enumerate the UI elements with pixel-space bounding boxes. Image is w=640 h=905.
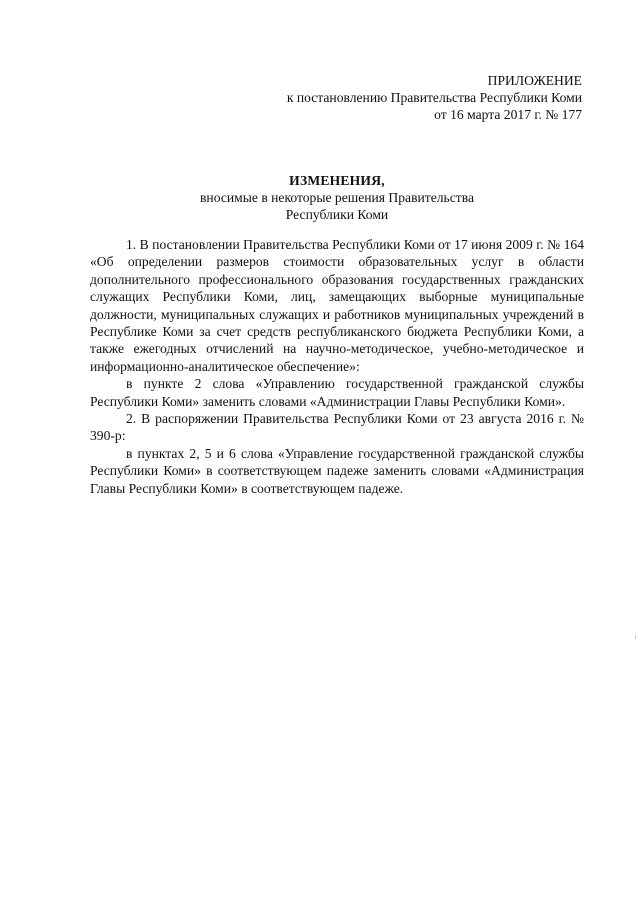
paragraph-4: в пунктах 2, 5 и 6 слова «Управление государственной гражданской службы Республики Коми» в соответствующем падеже заменить словами «Администрация Главы Республики Коми» в соответствующем падеже.	[90, 445, 584, 496]
title-subtitle-line2: Республики Коми	[285, 207, 389, 222]
title-heading: ИЗМЕНЕНИЯ,	[289, 173, 385, 188]
appendix-reference: к постановлению Правительства Республики Коми	[286, 90, 582, 105]
paragraph-2: в пункте 2 слова «Управлению государственной гражданской службы Республики Коми» заменить словами «Администрации Главы Республики Коми».	[90, 376, 584, 409]
appendix-label: ПРИЛОЖЕНИЕ	[487, 73, 582, 88]
title-subtitle-line1: вносимые в некоторые решения Правительства	[200, 190, 474, 205]
appendix-date: от 16 марта 2017 г. № 177	[434, 107, 582, 122]
paragraph-3: 2. В распоряжении Правительства Республики Коми от 23 августа 2016 г. № 390-р:	[90, 411, 584, 444]
appendix-header	[287, 72, 582, 123]
scan-artifact	[635, 636, 636, 639]
document-body	[90, 236, 584, 497]
paragraph-1: 1. В постановлении Правительства Республики Коми от 17 июня 2009 г. № 164 «Об определении размеров стоимости образовательных услуг в области дополнительного профессионального образования государственных гражданских служащих Республики Коми, лиц, замещающих выборные муниципальные должности, муниципальных служащих и работников муниципальных учреждений в Республике Коми за счет средств республиканского бюджета Республики Коми, а также ежегодных отчислений на научно-методическое, учебно-методическое и информационно-аналитическое обеспечение»:	[90, 237, 584, 374]
document-title	[100, 172, 574, 223]
